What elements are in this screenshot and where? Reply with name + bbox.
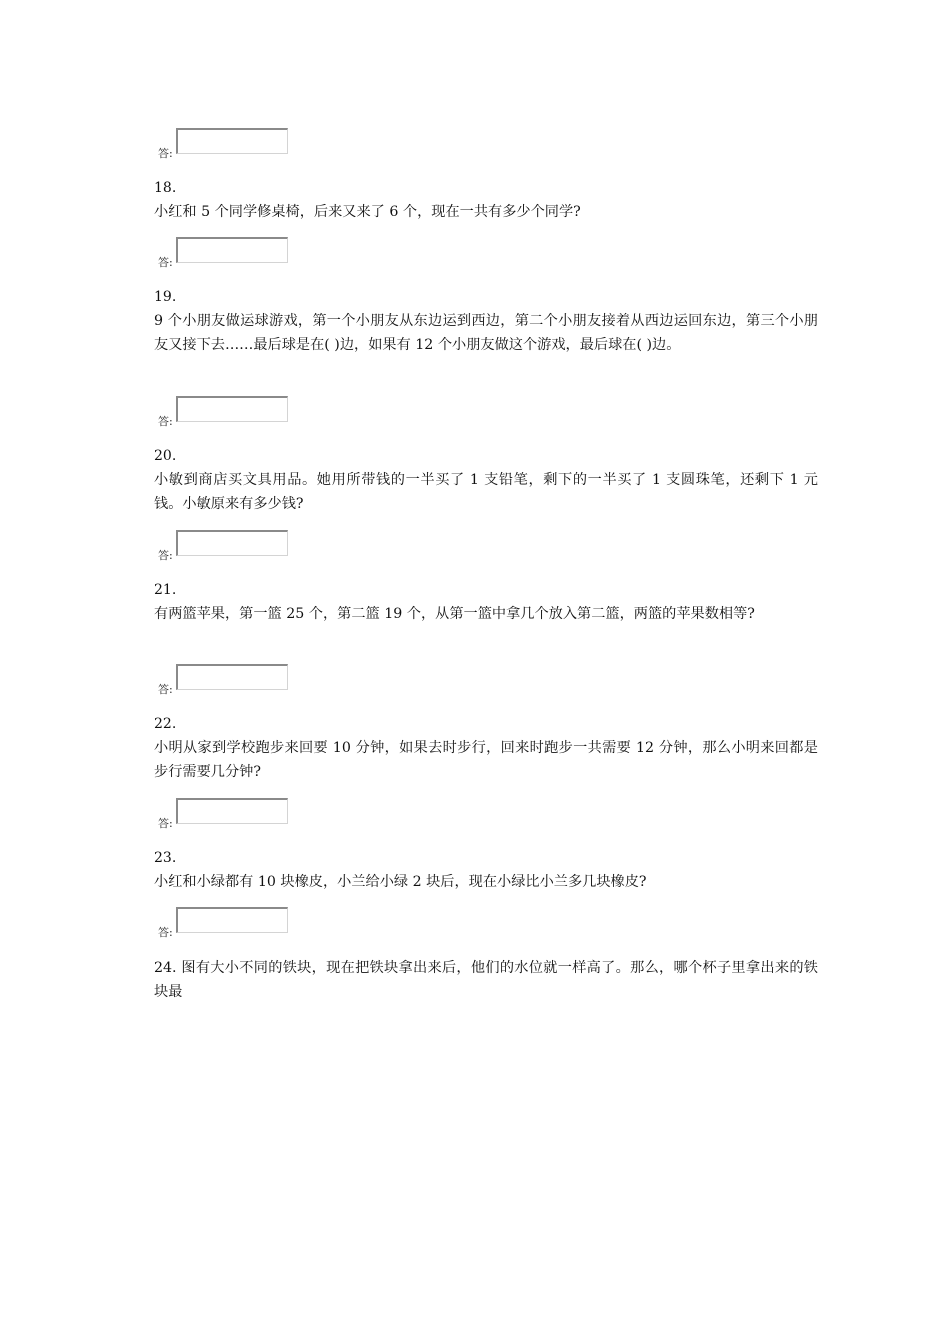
question-22 bbox=[154, 712, 818, 784]
answer-input-17[interactable] bbox=[176, 128, 288, 154]
question-24 bbox=[154, 956, 818, 1004]
answer-row-21 bbox=[158, 664, 298, 696]
answer-label: 答: bbox=[158, 256, 173, 269]
question-text: 有两篮苹果，第一篮 25 个，第二篮 19 个，从第一篮中拿几个放入第二篮，两篮的苹果数相等? bbox=[154, 606, 755, 622]
question-21 bbox=[154, 578, 818, 626]
answer-input-18[interactable] bbox=[176, 237, 288, 263]
answer-input-20[interactable] bbox=[176, 530, 288, 556]
answer-row-18 bbox=[158, 237, 298, 269]
answer-row-20 bbox=[158, 530, 298, 562]
answer-input-23[interactable] bbox=[176, 907, 288, 933]
question-text: 小红和小绿都有 10 块橡皮，小兰给小绿 2 块后，现在小绿比小兰多几块橡皮? bbox=[154, 874, 647, 890]
question-text: 小红和 5 个同学修桌椅，后来又来了 6 个，现在一共有多少个同学? bbox=[154, 204, 581, 220]
answer-row-19 bbox=[158, 396, 298, 428]
answer-label: 答: bbox=[158, 415, 173, 428]
answer-label: 答: bbox=[158, 549, 173, 562]
answer-row-17 bbox=[158, 128, 298, 160]
question-text: 小明从家到学校跑步来回要 10 分钟，如果去时步行，回来时跑步一共需要 12 分钟，那么小明来回都是步行需要几分钟? bbox=[154, 740, 818, 780]
question-number: 20. bbox=[154, 448, 177, 464]
question-text: 小敏到商店买文具用品。她用所带钱的一半买了 1 支铅笔，剩下的一半买了 1 支圆珠笔，还剩下 1 元钱。小敏原来有多少钱? bbox=[154, 472, 818, 512]
question-20 bbox=[154, 444, 818, 516]
answer-label: 答: bbox=[158, 683, 173, 696]
question-text: 9 个小朋友做运球游戏，第一个小朋友从东边运到西边，第二个小朋友接着从西边运回东边，第三个小朋友又接下去……最后球是在( )边，如果有 12 个小朋友做这个游戏，最后球在( )边。 bbox=[154, 313, 818, 353]
question-number: 22. bbox=[154, 716, 177, 732]
answer-row-22 bbox=[158, 798, 298, 830]
question-number: 18. bbox=[154, 180, 177, 196]
question-number: 19. bbox=[154, 289, 177, 305]
question-text: 24. 图有大小不同的铁块，现在把铁块拿出来后，他们的水位就一样高了。那么，哪个杯子里拿出来的铁块最 bbox=[154, 960, 818, 1000]
answer-input-21[interactable] bbox=[176, 664, 288, 690]
question-19 bbox=[154, 285, 818, 357]
answer-input-22[interactable] bbox=[176, 798, 288, 824]
question-number: 21. bbox=[154, 582, 177, 598]
question-18 bbox=[154, 176, 818, 224]
answer-label: 答: bbox=[158, 147, 173, 160]
answer-input-19[interactable] bbox=[176, 396, 288, 422]
answer-label: 答: bbox=[158, 926, 173, 939]
question-number: 23. bbox=[154, 850, 177, 866]
answer-label: 答: bbox=[158, 817, 173, 830]
question-23 bbox=[154, 846, 818, 894]
answer-row-23 bbox=[158, 907, 298, 939]
